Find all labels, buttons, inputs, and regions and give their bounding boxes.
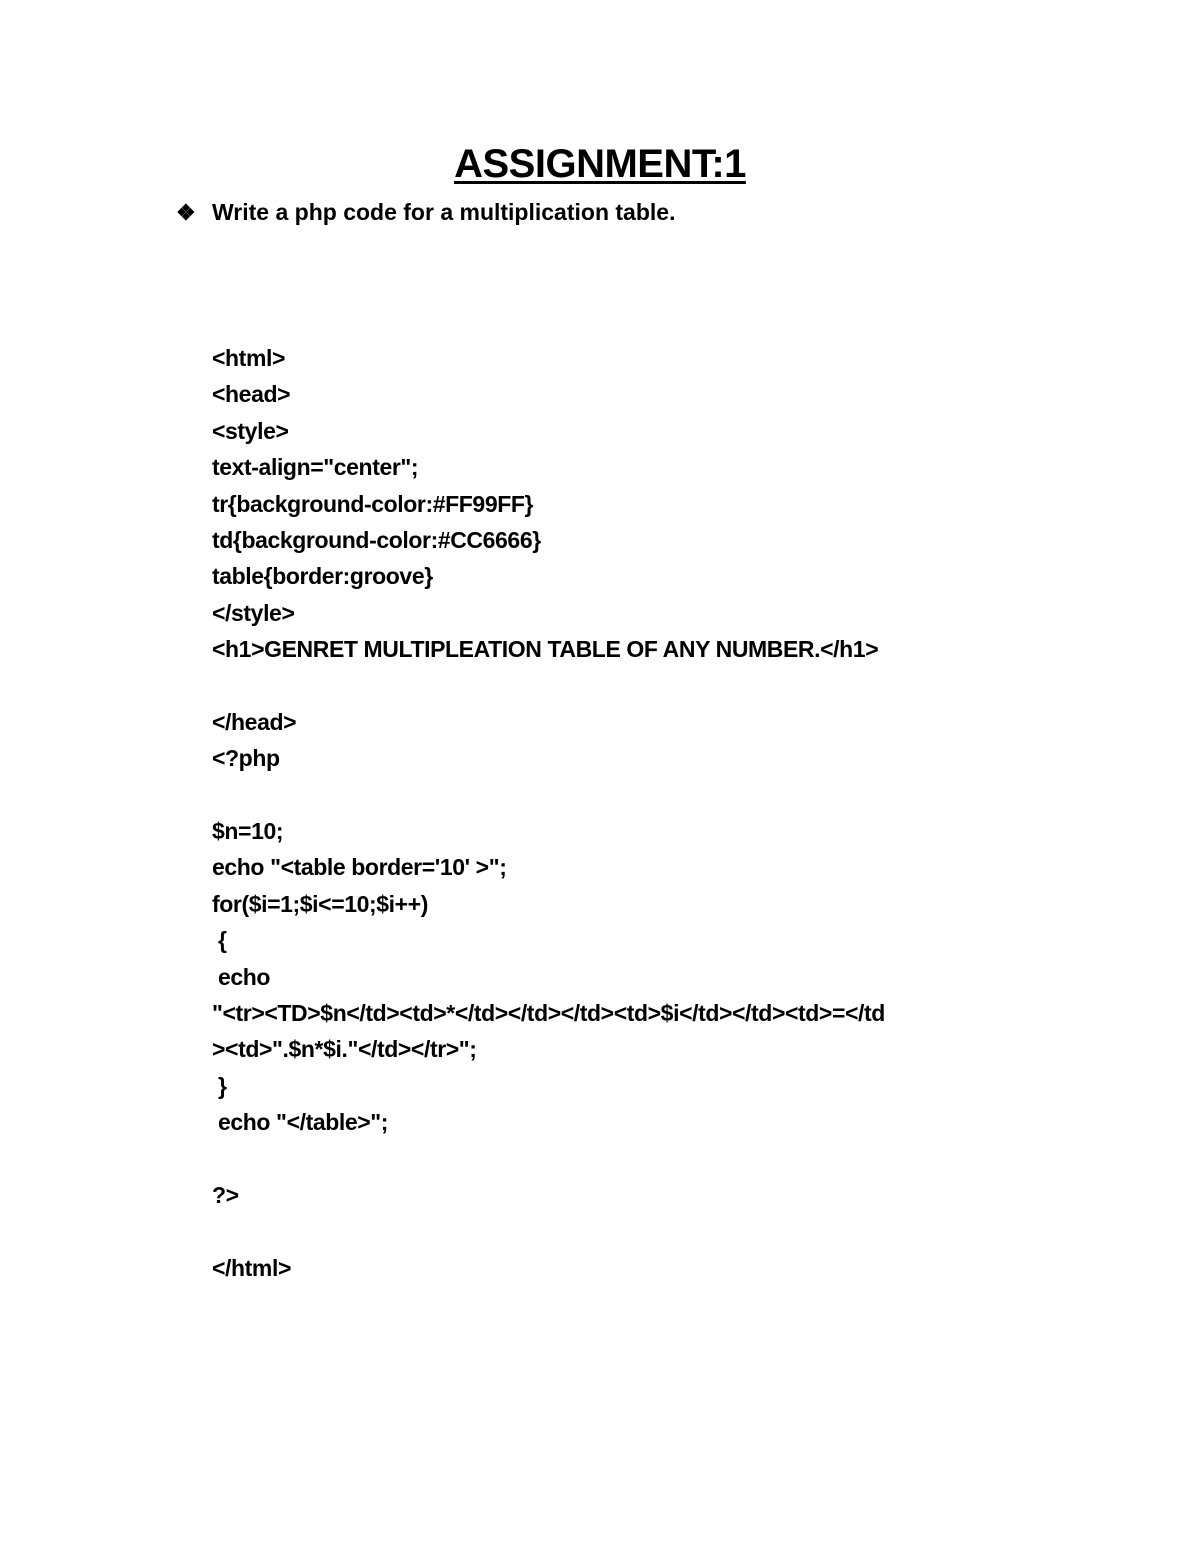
code-line: echo "</table>"; <box>212 1109 389 1136</box>
code-line: ><td>".$n*$i."</td></tr>"; <box>212 1036 477 1063</box>
code-line: ?> <box>212 1181 239 1208</box>
code-line: "<tr><TD>$n</td><td>*</td></td></td><td>$i</td></td><td>=</td <box>212 1000 885 1027</box>
code-line <box>212 1141 1072 1177</box>
code-line <box>212 668 1072 704</box>
code-line: </style> <box>212 599 295 626</box>
code-line: text-align="center"; <box>212 454 419 481</box>
code-line: for($i=1;$i<=10;$i++) <box>212 890 428 917</box>
code-line: <head> <box>212 381 291 408</box>
code-line: <html> <box>212 345 286 371</box>
code-line <box>212 1213 1072 1249</box>
code-line: td{background-color:#CC6666} <box>212 526 541 553</box>
code-line: $n=10; <box>212 818 284 845</box>
code-line: </head> <box>212 708 297 735</box>
question-item <box>176 199 675 226</box>
question-text: Write a php code for a multiplication table. <box>212 199 676 225</box>
code-line: <style> <box>212 417 289 444</box>
code-line: tr{background-color:#FF99FF} <box>212 490 534 517</box>
code-line: echo "<table border='10' >"; <box>212 854 507 881</box>
code-line: echo <box>212 963 271 990</box>
code-line: <h1>GENRET MULTIPLEATION TABLE OF ANY NUMBER.</h1> <box>212 636 879 663</box>
code-line: </html> <box>212 1254 292 1281</box>
code-line: } <box>212 1072 227 1099</box>
code-line <box>212 777 1072 813</box>
diamond-bullet-icon: ❖ <box>176 199 196 225</box>
code-block <box>212 340 1072 1286</box>
code-line: table{border:groove} <box>212 563 433 590</box>
code-line: { <box>212 927 227 954</box>
assignment-title: ASSIGNMENT:1 <box>454 142 746 186</box>
code-line: <?php <box>212 745 280 772</box>
